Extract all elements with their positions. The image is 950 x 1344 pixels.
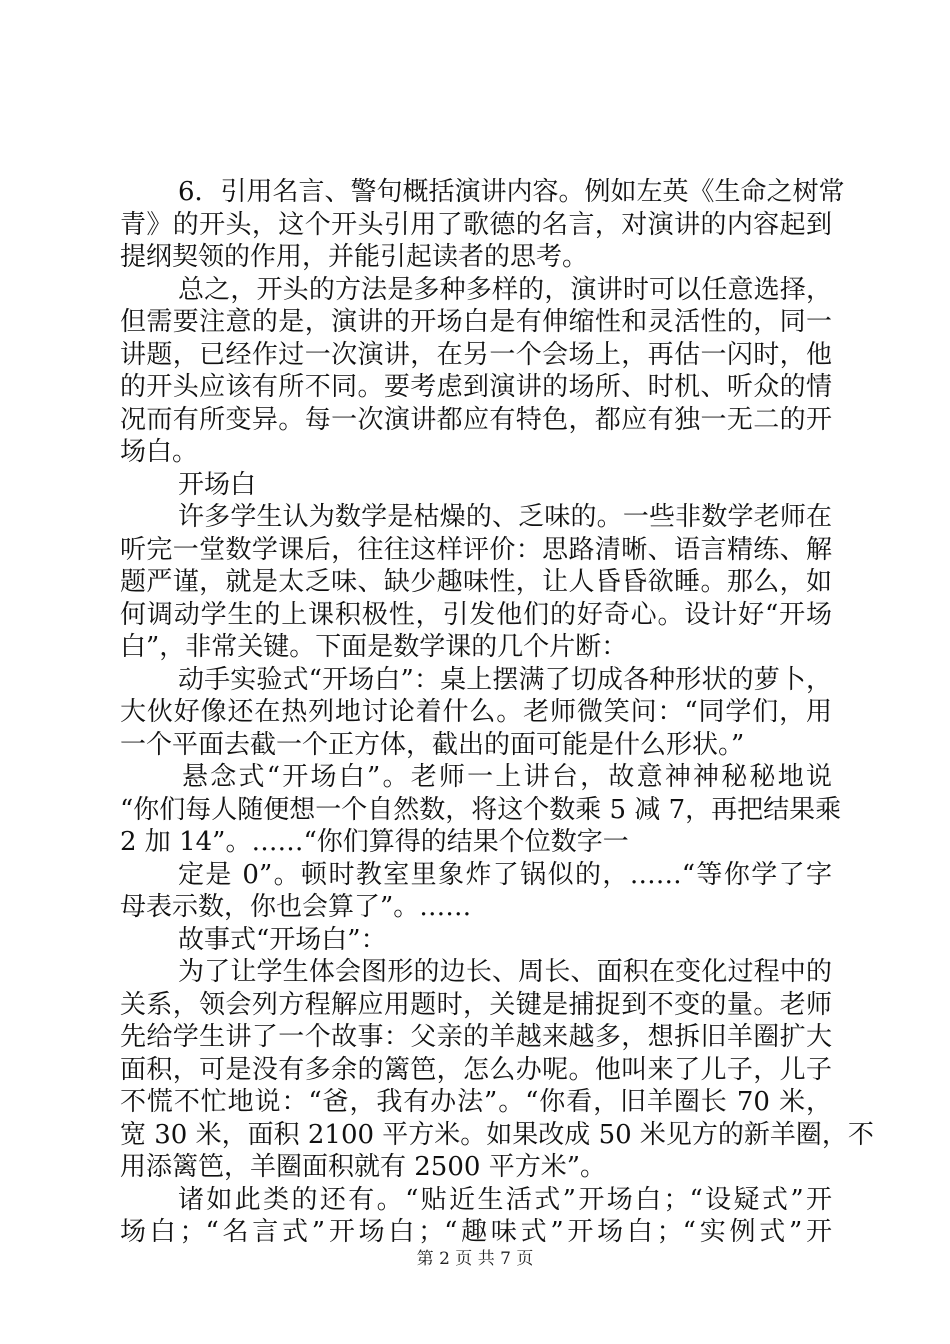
text-line: 动手实验式“开场白”：桌上摆满了切成各种形状的萝卜，	[178, 664, 832, 695]
text-line: 面积，可是没有多余的篱笆，怎么办呢。他叫来了儿子，儿子	[120, 1054, 832, 1085]
text-line: 听完一堂数学课后，往往这样评价：思路清晰、语言精练、解	[120, 534, 832, 565]
text-line: “你们每人随便想一个自然数，将这个数乘 5 减 7，再把结果乘	[120, 794, 842, 825]
text-line: 定是 0”。顿时教室里象炸了锅似的，……“等你学了字	[178, 859, 832, 890]
text-line: 何调动学生的上课积极性，引发他们的好奇心。设计好“开场	[120, 599, 832, 630]
text-line: 诸如此类的还有。“贴近生活式”开场白；“设疑式”开	[178, 1184, 832, 1215]
text-line: 用添篱笆，羊圈面积就有 2500 平方米”。	[120, 1152, 606, 1182]
page-number-footer: 第 2 页 共 7 页	[416, 1249, 534, 1269]
text-line: 先给学生讲了一个故事：父亲的羊越来越多，想拆旧羊圈扩大	[120, 1022, 832, 1052]
text-line: 一个平面去截一个正方体，截出的面可能是什么形状。”	[120, 729, 745, 760]
text-line: 场白；“名言式”开场白；“趣味式”开场白；“实例式”开	[120, 1217, 832, 1247]
text-line: 况而有所变异。每一次演讲都应有特色，都应有独一无二的开	[120, 404, 832, 435]
text-line: 2 加 14”。……“你们算得的结果个位数字一	[120, 827, 629, 857]
text-line: 宽 30 米，面积 2100 平方米。如果改成 50 米见方的新羊圈，不	[120, 1119, 874, 1150]
text-line: 大伙好像还在热列地讨论着什么。老师微笑问：“同学们，用	[120, 697, 832, 727]
document-body	[120, 176, 874, 1249]
text-line: 总之，开头的方法是多种多样的，演讲时可以任意选择，	[178, 274, 832, 305]
text-line: 为了让学生体会图形的边长、周长、面积在变化过程中的	[178, 957, 832, 987]
text-line: 许多学生认为数学是枯燥的、乏味的。一些非数学老师在	[178, 502, 832, 532]
text-line: 不慌不忙地说：“爸，我有办法”。“你看，旧羊圈长 70 米，	[120, 1087, 832, 1117]
text-line: 题严谨，就是太乏味、缺少趣味性，让人昏昏欲睡。那么，如	[120, 567, 832, 597]
text-line: 白”，非常关键。下面是数学课的几个片断：	[120, 632, 628, 662]
text-line: 提纲契领的作用，并能引起读者的思考。	[120, 242, 589, 272]
text-line: 青》的开头，这个开头引用了歌德的名言，对演讲的内容起到	[120, 209, 832, 240]
text-line: 但需要注意的是，演讲的开场白是有伸缩性和灵活性的，同一	[120, 307, 832, 337]
section-heading: 开场白	[178, 469, 257, 500]
text-line: 母表示数，你也会算了”。……	[120, 892, 472, 922]
text-line: 关系，领会列方程解应用题时，关键是捕捉到不变的量。老师	[120, 989, 832, 1020]
text-line: 讲题，已经作过一次演讲，在另一个会场上，再估一闪时，他	[120, 339, 832, 370]
text-line: 6．引用名言、警句概括演讲内容。例如左英《生命之树常	[178, 177, 845, 207]
text-line: 故事式“开场白”：	[178, 924, 387, 955]
text-line: 的开头应该有所不同。要考虑到演讲的场所、时机、听众的情	[120, 372, 832, 402]
text-line: 场白。	[120, 437, 199, 467]
text-line: 悬念式“开场白”。老师一上讲台，故意神神秘秘地说	[182, 762, 832, 792]
